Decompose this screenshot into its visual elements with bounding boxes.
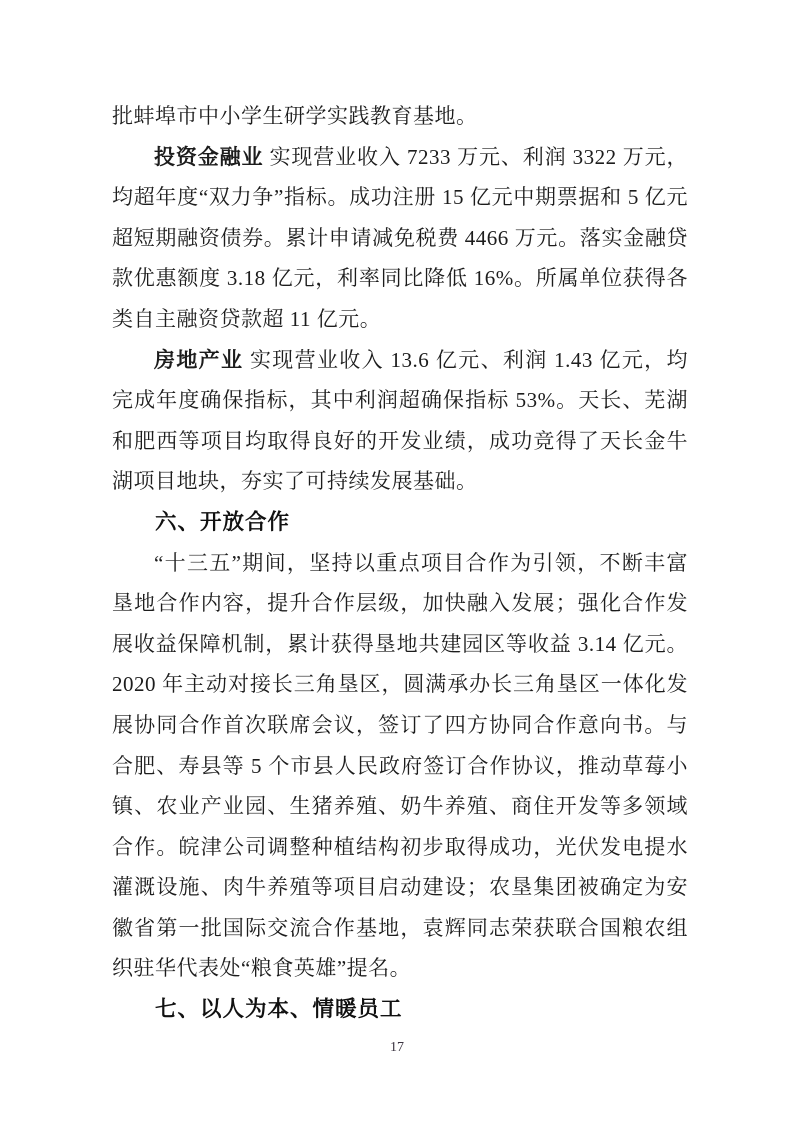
paragraph-continuation: 批蚌埠市中小学生研学实践教育基地。 [112, 104, 478, 128]
page-number: 17 [390, 1040, 404, 1055]
heading-section-seven-people-oriented: 七、以人为本、情暖员工 [155, 997, 403, 1022]
paragraph-real-estate [112, 340, 688, 502]
heading-section-six-open-cooperation: 六、开放合作 [155, 509, 291, 534]
paragraph-text-investment-finance: 实现营业收入 7233 万元、利润 3322 万元，均超年度“双力争”指标。成功注册 15 亿元中期票据和 5 亿元超短期融资债券。累计申请减免税费 4466 万元。落实金融贷款优惠额度 3.18 亿元，利率同比降低 16%。所属单位获得各类自主融资贷款超 11 亿元。 [112, 144, 689, 331]
paragraph-cooperation: “十三五”期间，坚持以重点项目合作为引领，不断丰富垦地合作内容，提升合作层级，加快融入发展；强化合作发展收益保障机制，累计获得垦地共建园区等收益 3.14 亿元。2020 年主动对接长三角垦区，圆满承办长三角垦区一体化发展协同合作首次联席会议，签订了四方协同合作意向书。与合肥、寿县等 5 个市县人民政府签订合作协议，推动草莓小镇、农业产业园、生猪养殖、奶牛养殖、商住开发等多领域合作。皖津公司调整种植结构初步取得成功，光伏发电提水灌溉设施、肉牛养殖等项目启动建设；农垦集团被确定为安徽省第一批国际交流合作基地，袁辉同志荣获联合国粮农组织驻华代表处“粮食英雄”提名。 [112, 550, 688, 981]
page-content [112, 96, 688, 1030]
paragraph-lead-investment-finance: 投资金融业 [154, 144, 264, 169]
paragraph-lead-real-estate: 房地产业 [154, 347, 244, 372]
paragraph-text-real-estate: 实现营业收入 13.6 亿元、利润 1.43 亿元，均完成年度确保指标，其中利润超确保指标 53%。天长、芜湖和肥西等项目均取得良好的开发业绩，成功竞得了天长金牛湖项目地块，夯实了可持续发展基础。 [112, 347, 689, 494]
paragraph-investment-finance [112, 137, 688, 340]
